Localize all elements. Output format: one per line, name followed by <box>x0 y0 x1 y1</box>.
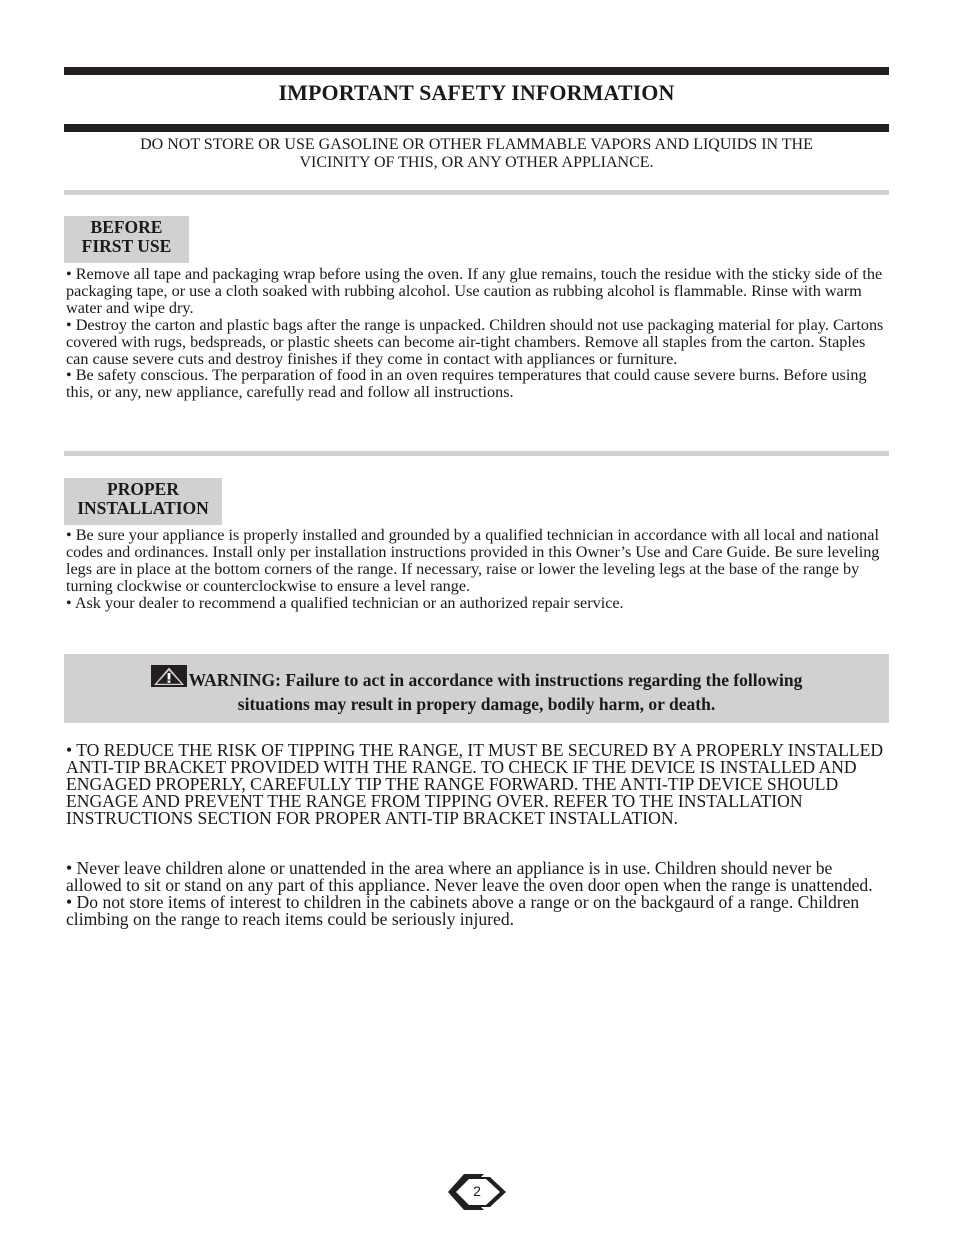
proper-installation-tag <box>64 478 222 525</box>
warning-box <box>64 654 889 723</box>
section-divider-2 <box>64 451 889 456</box>
paragraph: • Be sure your appliance is properly installed and grounded by a qualified technician in accordance with all local and national codes and ordinances. Install only per installation instructions provided in this Owner’s Use and Care Guide. Be sure leveling legs are in place at the bottom corners of the range. If necessary, raise or lower the leveling legs at the base of the range by turning clockwise or counterclockwise to ensure a level range. <box>66 526 880 595</box>
notice-line-2: VICINITY OF THIS, OR ANY OTHER APPLIANCE. <box>299 153 654 171</box>
notice-line-1: DO NOT STORE OR USE GASOLINE OR OTHER FLAMMABLE VAPORS AND LIQUIDS IN THE <box>140 136 813 153</box>
tag-line: PROPER <box>107 479 179 499</box>
top-rule <box>64 67 889 75</box>
warning-triangle-icon <box>151 665 187 687</box>
warning-line-2: situations may result in propery damage, bodily harm, or death. <box>237 694 716 714</box>
paragraph: • Never leave children alone or unattended in the area where an appliance is in use. Children should never be allowed to sit or stand on any part of this appliance. Never leave the oven door open when the range is unattended. <box>66 858 873 895</box>
section-divider-1 <box>64 190 889 195</box>
title-rule <box>64 124 889 132</box>
proper-installation-text <box>66 527 891 612</box>
warning-line-1 <box>64 665 889 692</box>
paragraph: • Ask your dealer to recommend a qualified technician or an authorized repair service. <box>66 593 624 612</box>
page-number: 2 <box>473 1183 481 1199</box>
anti-tip-text <box>66 742 891 827</box>
before-first-use-text <box>66 266 891 401</box>
children-safety-text <box>66 860 891 928</box>
flammable-notice <box>64 136 889 171</box>
page-title: IMPORTANT SAFETY INFORMATION <box>278 80 675 105</box>
warning-text: WARNING: Failure to act in accordance with instructions regarding the following <box>188 670 803 690</box>
tag-line: BEFORE <box>90 217 163 237</box>
paragraph: • Do not store items of interest to children in the cabinets above a range or on the backgaurd of a range. Children climbing on the range to reach items could be seriously injured. <box>66 891 860 929</box>
paragraph: • TO REDUCE THE RISK OF TIPPING THE RANGE, IT MUST BE SECURED BY A PROPERLY INSTALLED ANTI-TIP BRACKET PROVIDED WITH THE RANGE. TO CHECK IF THE DEVICE IS INSTALLED AND ENGAGED PROPERLY, CAREFULLY TIP THE RANGE FORWARD. THE ANTI-TIP DEVICE SHOULD ENGAGE AND PREVENT THE RANGE FROM TIPPING OVER. REFER TO THE INSTALLATION INSTRUCTIONS SECTION FOR PROPER ANTI-TIP BRACKET INSTALLATION. <box>66 740 884 828</box>
paragraph: • Be safety conscious. The perparation of food in an oven requires temperatures that could cause severe burns. Before using this, or any, new appliance, carefully read and follow all instructions. <box>66 366 867 402</box>
paragraph: • Remove all tape and packaging wrap before using the oven. If any glue remains, touch the residue with the sticky side of the packaging tape, or use a cloth soaked with rubbing alcohol. Use caution as rubbing alcohol is flammable. Rinse with warm water and wipe dry. <box>66 265 883 317</box>
paragraph: • Destroy the carton and plastic bags after the range is unpacked. Children should not use packaging material for play. Cartons covered with rugs, bedspreads, or plastic sheets can become air-tight chambers. Remove all staples from the carton. Staples can cause severe cuts and destroy finishes if they come in contact with appliances or furniture. <box>66 315 884 368</box>
tag-line: FIRST USE <box>81 235 172 256</box>
before-first-use-tag <box>64 216 189 263</box>
tag-line: INSTALLATION <box>77 497 209 518</box>
